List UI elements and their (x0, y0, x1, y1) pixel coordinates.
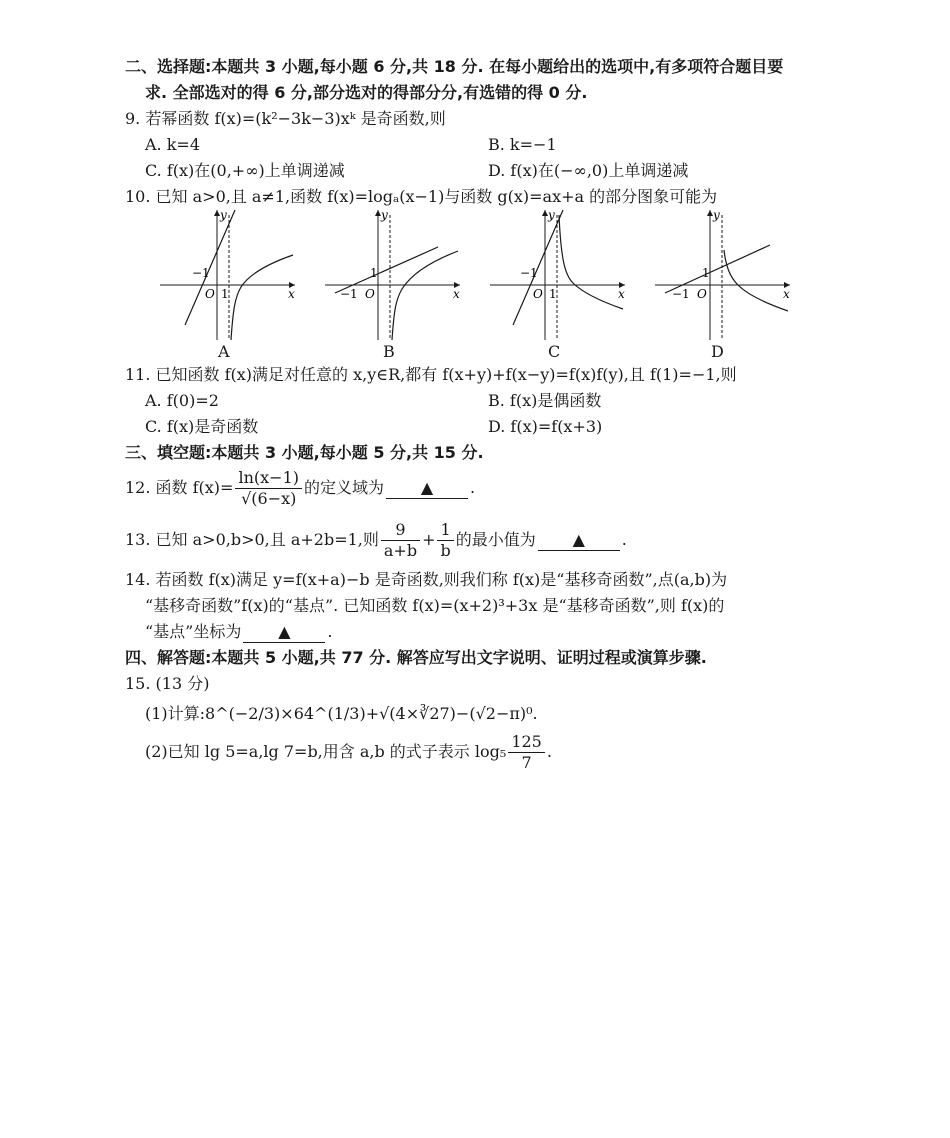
q11-option-d: D. f(x)=f(x+3) (488, 417, 603, 436)
q9-option-a: A. k=4 (145, 135, 201, 154)
graph-a-x-axis-label: x (288, 287, 295, 301)
q13-fraction-2 (437, 520, 453, 561)
section3-heading: 三、填空题:本题共 3 小题,每小题 5 分,共 15 分. (125, 443, 484, 462)
graph-a (155, 205, 300, 345)
section2-heading-line2: 求. 全部选对的得 6 分,部分选对的得部分分,有选错的得 0 分. (145, 83, 588, 102)
q15-part2-fraction-numerator: 125 (508, 732, 545, 753)
graph-b (320, 205, 465, 345)
graph-d-tick-pos: 1 (702, 266, 710, 280)
q14-line2: “基移奇函数”f(x)的“基点”. 已知函数 f(x)=(x+2)³+3x 是“基移奇函数”,则 f(x)的 (145, 596, 725, 615)
q12-fraction (235, 468, 302, 509)
graph-a-tick-neg: −1 (192, 266, 210, 280)
q13-line (125, 518, 627, 564)
q13-fraction-1-numerator: 9 (381, 520, 420, 541)
q13-fraction-2-denominator: b (440, 541, 451, 560)
q11-stem: 11. 已知函数 f(x)满足对任意的 x,y∈R,都有 f(x+y)+f(x−y)=f(x)f(y),且 f(1)=−1,则 (125, 365, 737, 384)
graph-c-tick-neg: −1 (520, 266, 538, 280)
q12-end: . (470, 478, 476, 497)
graph-b-y-axis-label: y (381, 208, 388, 222)
q11-option-b: B. f(x)是偶函数 (488, 391, 602, 410)
graph-d-x-axis-label: x (783, 287, 790, 301)
graph-c-label: C (548, 342, 561, 361)
graph-b-origin: O (365, 287, 375, 301)
graph-d-label: D (711, 342, 724, 361)
graph-d (650, 205, 795, 345)
q13-prefix: 13. 已知 a>0,b>0,且 a+2b=1,则 (125, 530, 379, 549)
graph-b-tick-pos: 1 (370, 266, 378, 280)
section2-heading-line1: 二、选择题:本题共 3 小题,每小题 6 分,共 18 分. 在每小题给出的选项中,有多项符合题目要 (125, 57, 784, 76)
q13-suffix: 的最小值为 (455, 530, 536, 549)
q12-line (125, 466, 475, 512)
q14-line3-prefix: “基点”坐标为 (145, 622, 242, 641)
q15-part2-prefix: (2)已知 lg 5=a,lg 7=b,用含 a,b 的式子表示 log₅ (145, 742, 507, 761)
q14-line1: 14. 若函数 f(x)满足 y=f(x+a)−b 是奇函数,则我们称 f(x)是“基移奇函数”,点(a,b)为 (125, 570, 728, 589)
graph-b-label: B (383, 342, 395, 361)
q11-option-c: C. f(x)是奇函数 (145, 417, 259, 436)
q15-part2-end: . (546, 742, 552, 761)
q14-end: . (327, 622, 333, 641)
q13-answer-blank[interactable]: ▲ (538, 530, 620, 551)
graph-b-x-axis-label: x (453, 287, 460, 301)
q9-option-c: C. f(x)在(0,+∞)上单调递减 (145, 161, 345, 180)
graph-b-tick-neg: −1 (340, 287, 358, 301)
graph-c-y-axis-label: y (548, 208, 555, 222)
q13-fraction-1 (381, 520, 420, 561)
q12-prefix: 12. 函数 f(x)= (125, 478, 234, 497)
q13-plus: + (422, 530, 436, 549)
q12-suffix: 的定义域为 (303, 478, 384, 497)
q15-part1: (1)计算:8^(−2/3)×64^(1/3)+√(4×∛27)−(√2−π)⁰. (145, 704, 538, 723)
q10-stem: 10. 已知 a>0,且 a≠1,函数 f(x)=logₐ(x−1)与函数 g(x)=ax+a 的部分图象可能为 (125, 187, 718, 206)
graph-a-origin: O (205, 287, 215, 301)
graph-c-x-axis-label: x (618, 287, 625, 301)
q12-fraction-denominator: √(6−x) (241, 489, 297, 508)
q14-line3 (145, 621, 332, 643)
q13-fraction-1-denominator: a+b (383, 541, 418, 560)
graph-c-origin: O (533, 287, 543, 301)
q15-part2-fraction-denominator: 7 (521, 753, 532, 772)
graph-d-y-axis-label: y (713, 208, 720, 222)
q15-stem: 15. (13 分) (125, 674, 210, 693)
q15-part2-fraction (508, 732, 545, 773)
graph-a-y-axis-label: y (220, 208, 227, 222)
q9-stem: 9. 若幂函数 f(x)=(k²−3k−3)xᵏ 是奇函数,则 (125, 109, 446, 128)
q14-answer-blank[interactable]: ▲ (243, 622, 325, 643)
q15-part2 (145, 730, 552, 776)
graph-d-tick-neg: −1 (672, 287, 690, 301)
q9-option-b: B. k=−1 (488, 135, 557, 154)
q12-answer-blank[interactable]: ▲ (386, 478, 468, 499)
graph-d-origin: O (697, 287, 707, 301)
q13-end: . (621, 530, 627, 549)
section4-heading: 四、解答题:本题共 5 小题,共 77 分. 解答应写出文字说明、证明过程或演算步骤. (125, 648, 707, 667)
graph-c-tick-pos: 1 (549, 287, 557, 301)
q12-fraction-numerator: ln(x−1) (235, 468, 302, 489)
q13-fraction-2-numerator: 1 (437, 520, 453, 541)
graph-a-tick-pos: 1 (221, 287, 229, 301)
q11-option-a: A. f(0)=2 (145, 391, 219, 410)
graph-a-label: A (218, 342, 230, 361)
graph-c (485, 205, 630, 345)
q9-option-d: D. f(x)在(−∞,0)上单调递减 (488, 161, 689, 180)
